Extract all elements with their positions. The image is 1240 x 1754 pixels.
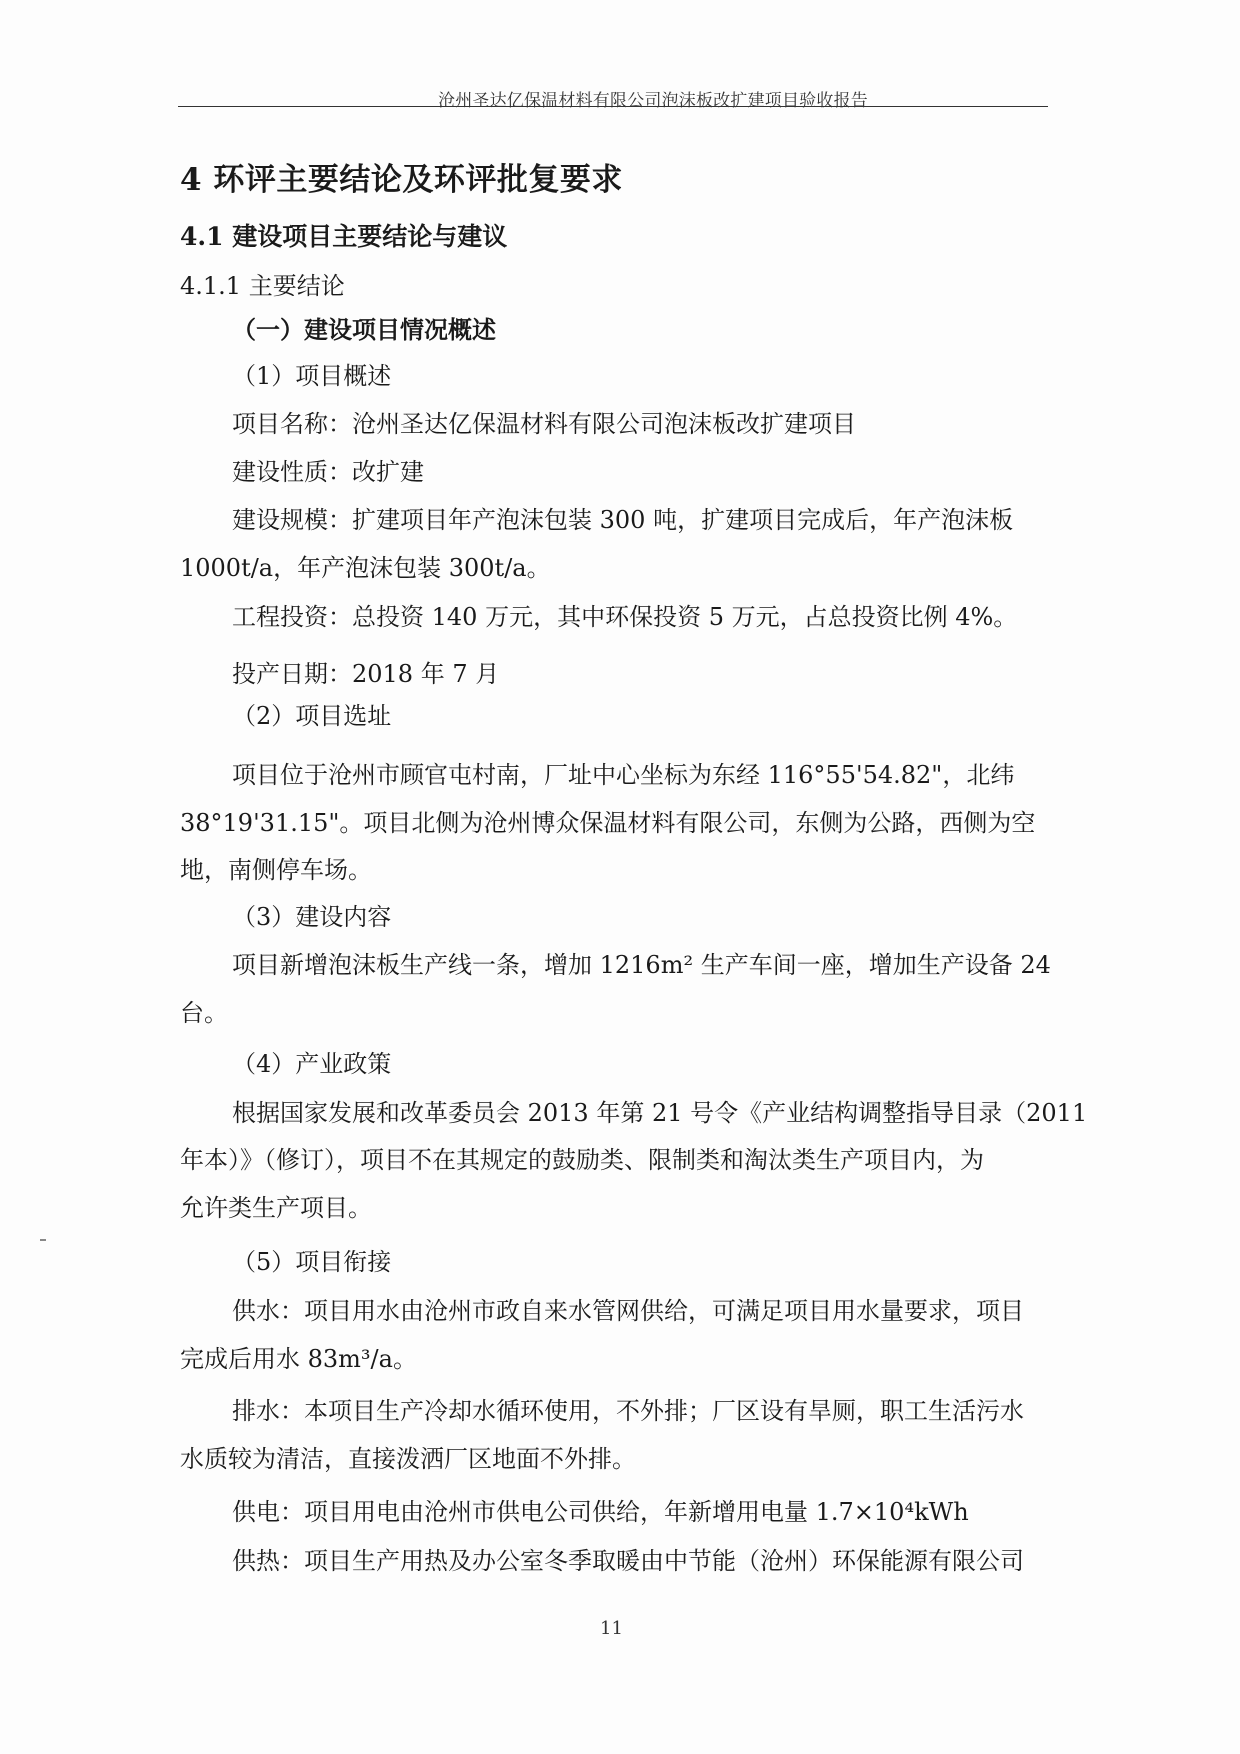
paragraph-line: 建设性质：改扩建: [232, 458, 424, 486]
chapter-title: 4 环评主要结论及环评批复要求: [180, 162, 623, 198]
paragraph-line: 年本）》（修订），项目不在其规定的鼓励类、限制类和淘汰类生产项目内，为: [180, 1146, 984, 1174]
paragraph-line: 项目名称：沧州圣达亿保温材料有限公司泡沫板改扩建项目: [232, 410, 856, 438]
item-heading: （3）建设内容: [232, 903, 392, 931]
subsection-heading: 4.1.1 主要结论: [180, 272, 345, 300]
paragraph-line: 台。: [180, 999, 228, 1027]
scan-artifact: [40, 1239, 46, 1241]
paragraph-line: 地，南侧停车场。: [180, 856, 372, 884]
item-heading: （2）项目选址: [232, 702, 392, 730]
item-heading: （4）产业政策: [232, 1050, 392, 1078]
paragraph-line: 项目新增泡沫板生产线一条，增加 1216m² 生产车间一座，增加生产设备 24: [232, 951, 1051, 979]
paragraph-line: 投产日期：2018 年 7 月: [232, 660, 500, 688]
paragraph-line: 排水：本项目生产冷却水循环使用，不外排；厂区设有旱厕，职工生活污水: [232, 1397, 1024, 1425]
paragraph-line: 供热：项目生产用热及办公室冬季取暖由中节能（沧州）环保能源有限公司: [232, 1547, 1024, 1575]
paragraph-line: 完成后用水 83m³/a。: [180, 1345, 417, 1373]
part-heading: （一）建设项目情况概述: [232, 315, 496, 344]
section-heading: 4.1 建设项目主要结论与建议: [180, 222, 508, 251]
paragraph-line: 供电：项目用电由沧州市供电公司供给，年新增用电量 1.7×10⁴kWh: [232, 1498, 969, 1526]
paragraph-line: 38°19'31.15"。项目北侧为沧州博众保温材料有限公司，东侧为公路，西侧为空: [180, 809, 1036, 837]
paragraph-line: 工程投资：总投资 140 万元，其中环保投资 5 万元，占总投资比例 4%。: [232, 603, 1018, 631]
page-number: 11: [600, 1618, 623, 1639]
paragraph-line: 供水：项目用水由沧州市政自来水管网供给，可满足项目用水量要求，项目: [232, 1297, 1024, 1325]
paragraph-line: 水质较为清洁，直接泼洒厂区地面不外排。: [180, 1445, 636, 1473]
paragraph-line: 1000t/a，年产泡沫包装 300t/a。: [180, 554, 551, 582]
header-rule: [178, 106, 1048, 107]
paragraph-line: 项目位于沧州市顾官屯村南，厂址中心坐标为东经 116°55'54.82"，北纬: [232, 761, 1015, 789]
paragraph-line: 允许类生产项目。: [180, 1194, 372, 1222]
item-heading: （1）项目概述: [232, 362, 392, 390]
running-header: 沧州圣达亿保温材料有限公司泡沫板改扩建项目验收报告: [438, 91, 868, 111]
item-heading: （5）项目衔接: [232, 1248, 392, 1276]
paragraph-line: 根据国家发展和改革委员会 2013 年第 21 号令《产业结构调整指导目录（2011: [232, 1099, 1088, 1127]
paragraph-line: 建设规模：扩建项目年产泡沫包装 300 吨，扩建项目完成后，年产泡沫板: [232, 506, 1014, 534]
